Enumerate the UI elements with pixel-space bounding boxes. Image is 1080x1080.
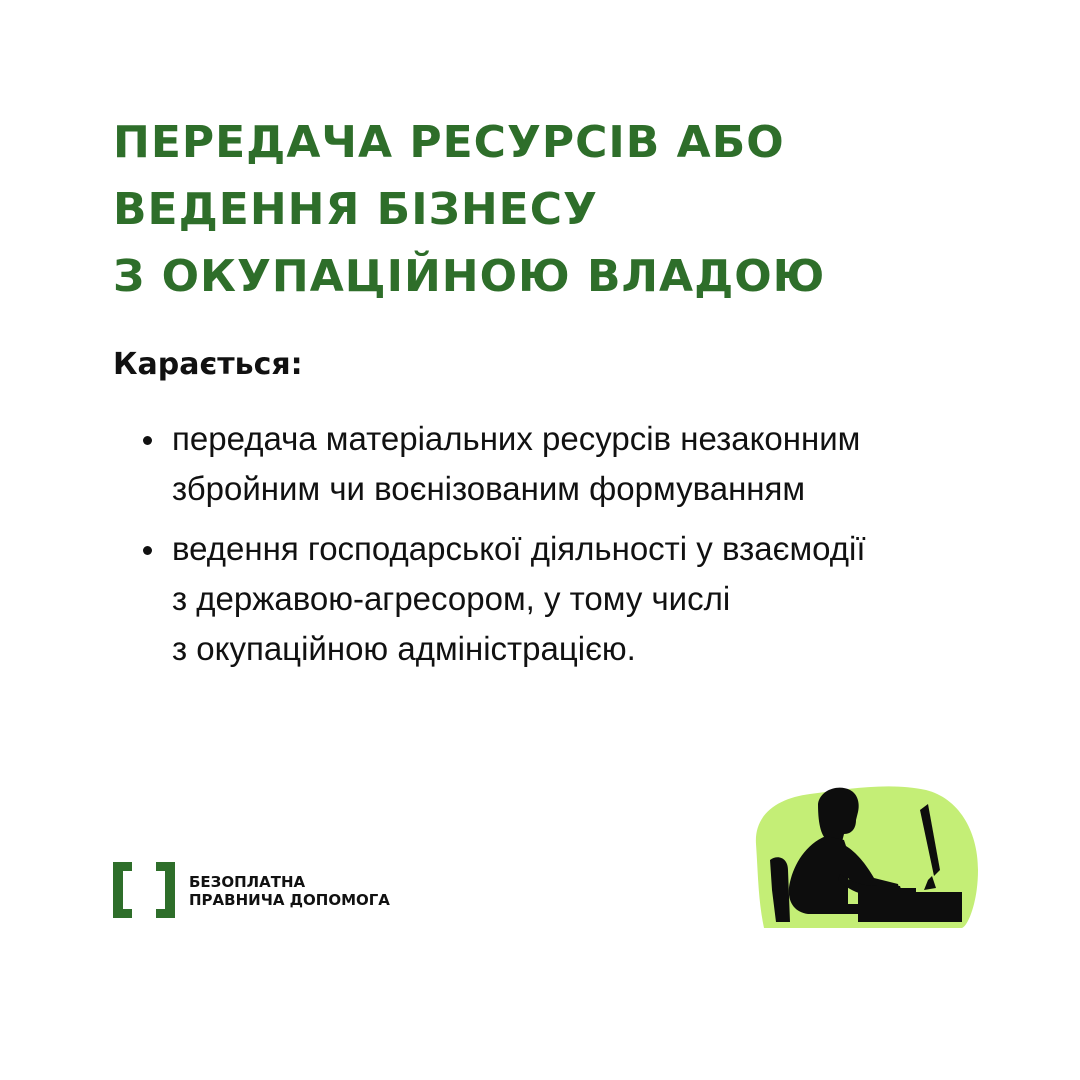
logo-line: ПРАВНИЧА ДОПОМОГА bbox=[189, 891, 390, 909]
title-line: ВЕДЕННЯ БІЗНЕСУ bbox=[113, 184, 598, 235]
list-item-line: передача матеріальних ресурсів незаконним bbox=[172, 420, 861, 457]
list-item bbox=[140, 414, 1020, 514]
title-line: ПЕРЕДАЧА РЕСУРСІВ АБО bbox=[113, 117, 785, 168]
brand-logo bbox=[113, 862, 433, 918]
list-item bbox=[140, 524, 1020, 674]
list-item-line: збройним чи воєнізованим формуванням bbox=[172, 470, 806, 507]
penalty-list bbox=[140, 414, 1020, 684]
list-item-line: з окупаційною адміністрацією. bbox=[172, 630, 636, 667]
list-item-text bbox=[172, 524, 1020, 674]
list-item-line: з державою-агресором, у тому числі bbox=[172, 580, 731, 617]
list-item-line: ведення господарської діяльності у взаємодії bbox=[172, 530, 866, 567]
person-at-computer-icon bbox=[748, 780, 980, 928]
title-line: З ОКУПАЦІЙНОЮ ВЛАДОЮ bbox=[113, 251, 826, 302]
bullet-icon bbox=[143, 546, 152, 555]
list-item-text bbox=[172, 414, 1020, 514]
logo-text bbox=[189, 873, 390, 909]
bracket-logo-icon bbox=[113, 862, 175, 918]
logo-line: БЕЗОПЛАТНА bbox=[189, 873, 306, 891]
page-title bbox=[113, 109, 825, 310]
bullet-icon bbox=[143, 436, 152, 445]
penalty-heading: Карається: bbox=[113, 347, 303, 382]
